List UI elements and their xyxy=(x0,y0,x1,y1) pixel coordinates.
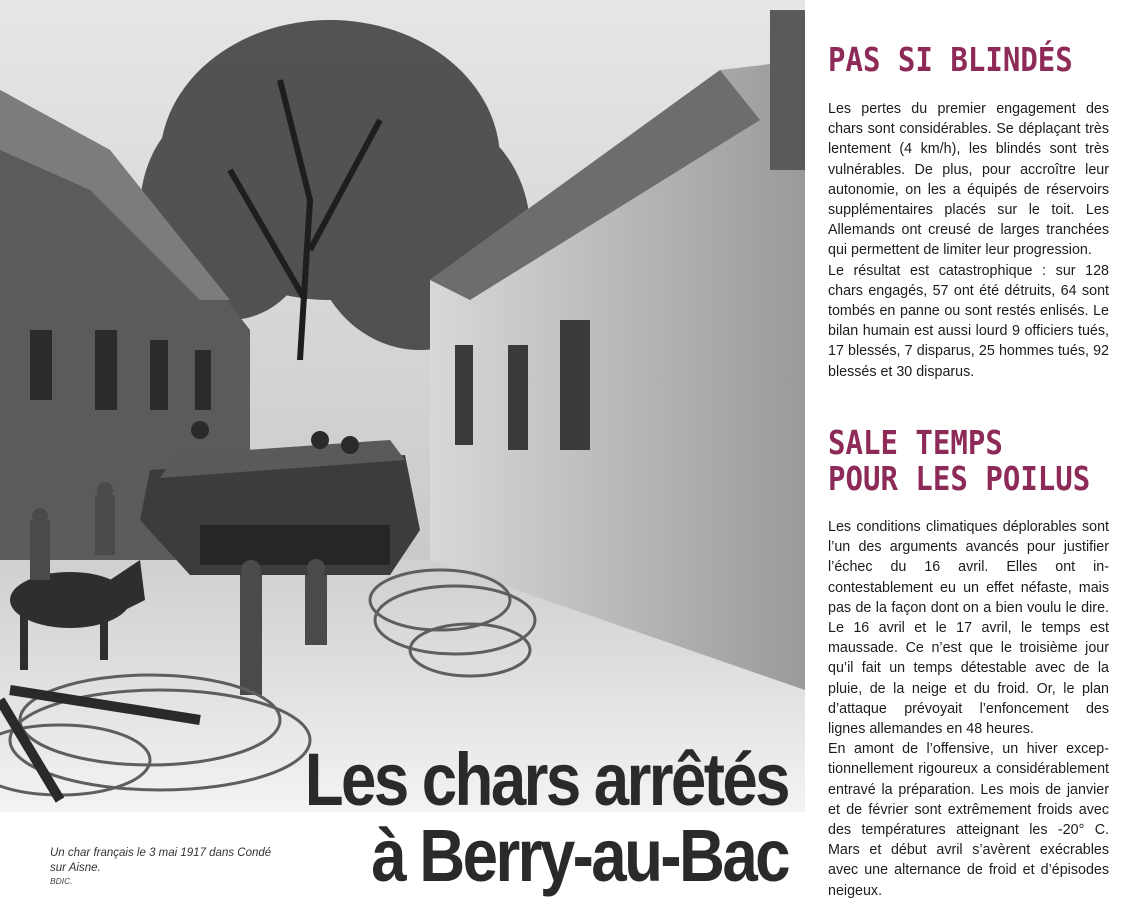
caption-text: Un char français le 3 mai 1917 dans Condé sur Aisne. xyxy=(50,847,272,874)
section-body-sale-temps xyxy=(828,517,1109,901)
title-line-1: Les chars arrêtés xyxy=(304,738,788,821)
heading-line: POUR LES POILUS xyxy=(828,459,1091,498)
paragraph: Les pertes du premier engagement des chars sont considérables. Se déplaçant très lentement (4 km/h), les blindés sont très vulnérables. De plus, pour accroître leur autonomie, on les a équipés de réservoirs supplémentaires placés sur le toit. Les Allemands ont creusé de larges tranchées qui permettent de limiter leur progression. xyxy=(828,101,1109,259)
section-heading-pas-si-blindes: PAS SI BLINDÉS xyxy=(828,40,1073,79)
paragraph: En amont de l’offensive, un hiver exceptionnellement rigoureux a considérablement entravé la préparation. Les mois de janvier et de février sont extrêmement froids avec des températures atteignant les -20° C. Mars et début avril s’avèrent exécrables avec une alternance de froid et d’épisodes neigeux. xyxy=(828,741,1109,899)
section-body-pas-si-blindes xyxy=(828,99,1109,382)
section-heading-sale-temps xyxy=(828,425,1090,497)
heading-line: SALE TEMPS xyxy=(828,423,1003,462)
paragraph: Le résultat est catastrophique : sur 128 chars engagés, 57 ont été détruits, 64 sont tombés en panne ou sont restés enlisés. Le bilan humain est aussi lourd 9 officiers tués, 17 blessés, 7 disparus, 25 hommes tués, 92 blessés et 30 disparus. xyxy=(828,262,1109,380)
title-line-2: à Berry-au-Bac xyxy=(371,814,788,897)
article-title xyxy=(238,738,788,897)
photo-credit: BDIC. xyxy=(50,876,73,886)
paragraph: Les conditions climatiques déplorables sont l’un des arguments avancés pour justifier l’échec du 16 avril. Elles ont incontestablement eu un effet néfaste, mais pas de la façon dont on a bien voulu le dire. Le 16 avril et le 17 avril, le temps est maussade. Ce n’est que le troisième jour qu’il fait un temps détestable avec de la pluie, de la neige et du froid. Or, le plan d’attaque prévoyait l’enfoncement des lignes allemandes en 48 heures. xyxy=(828,519,1109,738)
